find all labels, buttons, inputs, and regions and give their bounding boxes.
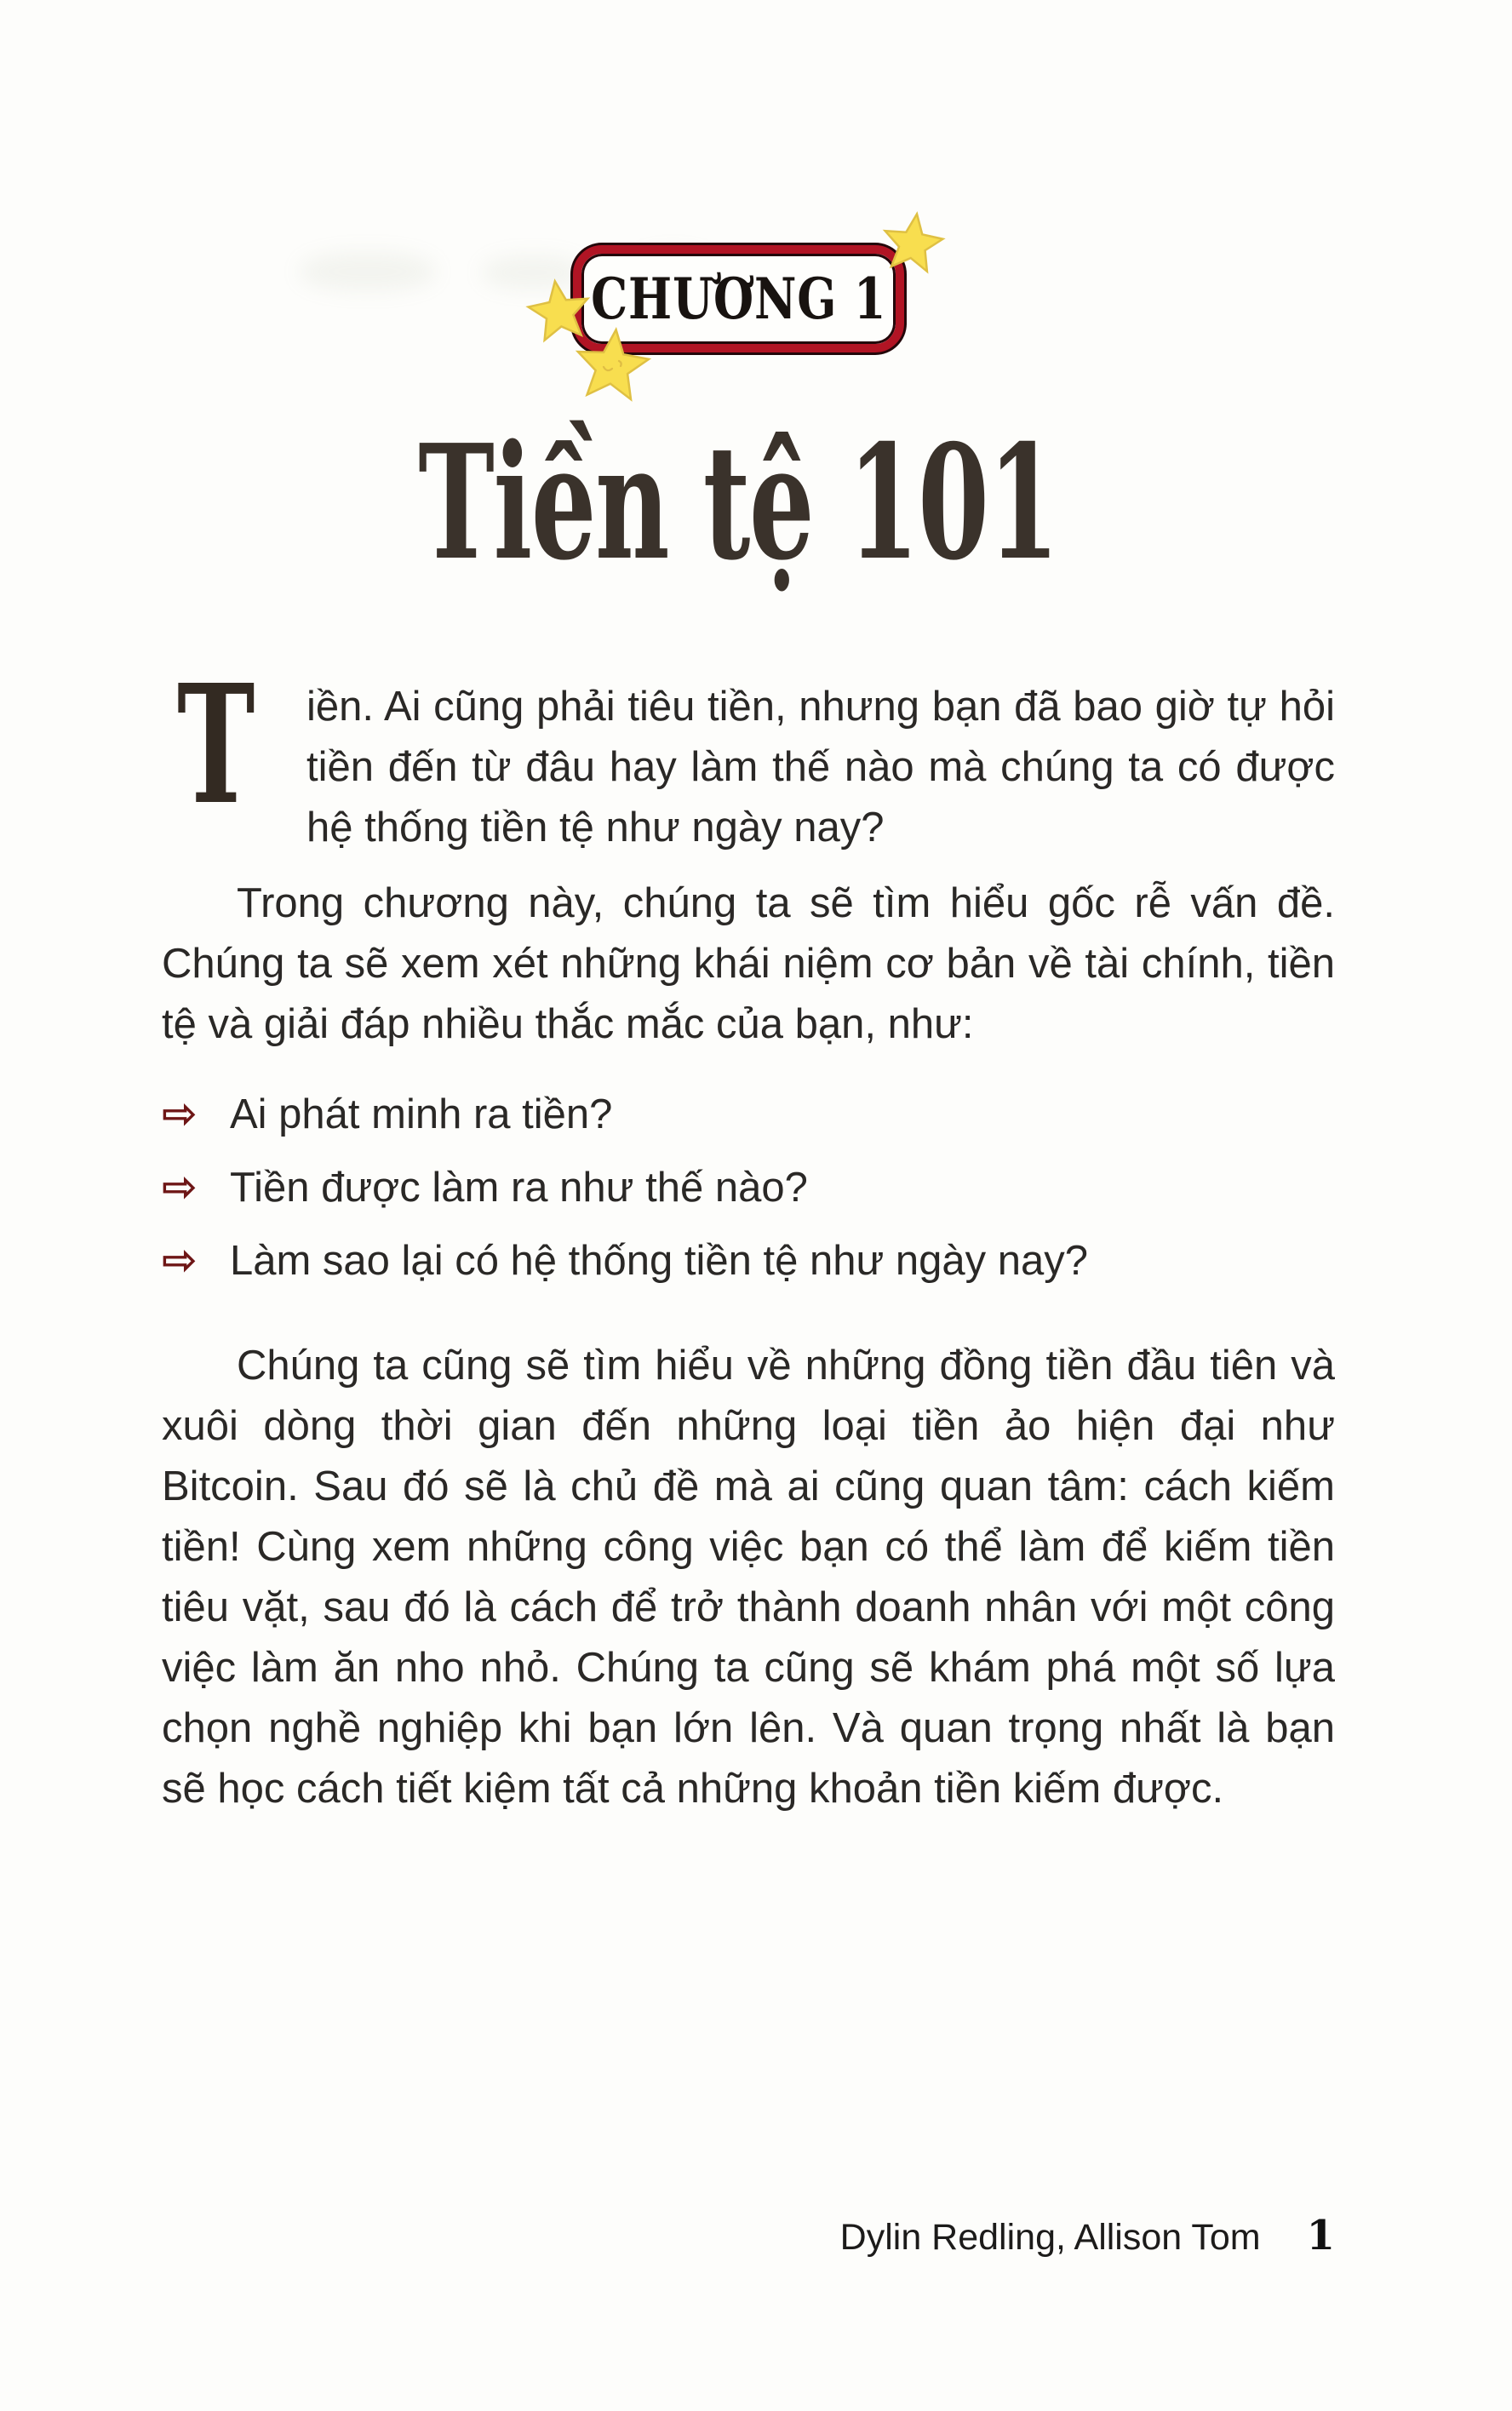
list-item-text: Tiền được làm ra như thế nào? <box>230 1165 808 1211</box>
drop-cap <box>177 650 272 850</box>
page-footer <box>840 2212 1335 2259</box>
closing-paragraph: Chúng ta cũng sẽ tìm hiểu về những đồng tiền đầu tiên và xuôi dòng thời gian đến những loại tiền ảo hiện đại như Bitcoin. Sau đó sẽ là chủ đề mà ai cũng quan tâm: cách kiếm tiền! Cùng xem những công việc bạn có thể làm để kiếm tiền tiêu vặt, sau đó là cách để trở thành doanh nhân với một công việc làm ăn nho nhỏ. Chúng ta cũng sẽ khám phá một số lựa chọn nghề nghiệp khi bạn lớn lên. Và quan trọng nhất là bạn sẽ học cách tiết kiệm tất cả những khoản tiền kiếm được. <box>162 1343 1335 1812</box>
chapter-title-text: Tiền tệ 101 <box>418 409 1058 595</box>
page-number: 1 <box>1306 2212 1335 2259</box>
chapter-title <box>0 409 1476 595</box>
arrow-right-icon: ⇨ <box>162 1089 198 1138</box>
intro-paragraph <box>162 650 1335 858</box>
drop-cap-letter: T <box>177 650 255 841</box>
arrow-right-icon: ⇨ <box>162 1162 198 1211</box>
list-item <box>162 1157 1335 1218</box>
star-icon <box>574 326 652 401</box>
list-item-text: Ai phát minh ra tiền? <box>230 1091 613 1137</box>
star-icon <box>525 277 593 341</box>
star-icon <box>880 210 946 273</box>
decorative-stars <box>477 196 988 434</box>
list-item-text: Làm sao lại có hệ thống tiền tệ như ngày nay? <box>230 1238 1089 1284</box>
bleedthrough-smudge <box>300 252 436 291</box>
arrow-right-icon: ⇨ <box>162 1235 198 1285</box>
intro-paragraph-text: iền. Ai cũng phải tiêu tiền, nhưng bạn đã bao giờ tự hỏi tiền đến từ đâu hay làm thế nào mà chúng ta có được hệ thống tiền tệ như ngày nay? <box>306 684 1335 850</box>
list-item <box>162 1084 1335 1145</box>
footer-authors: Dylin Redling, Allison Tom <box>839 2217 1261 2258</box>
question-list <box>162 1084 1335 1291</box>
body-text <box>162 650 1335 1819</box>
chapter-badge-label: CHƯƠNG 1 <box>590 266 887 332</box>
list-item <box>162 1230 1335 1291</box>
lead-in-paragraph: Trong chương này, chúng ta sẽ tìm hiểu gốc rễ vấn đề. Chúng ta sẽ xem xét những khái niệm cơ bản về tài chính, tiền tệ và giải đáp nhiều thắc mắc của bạn, như: <box>162 880 1335 1047</box>
